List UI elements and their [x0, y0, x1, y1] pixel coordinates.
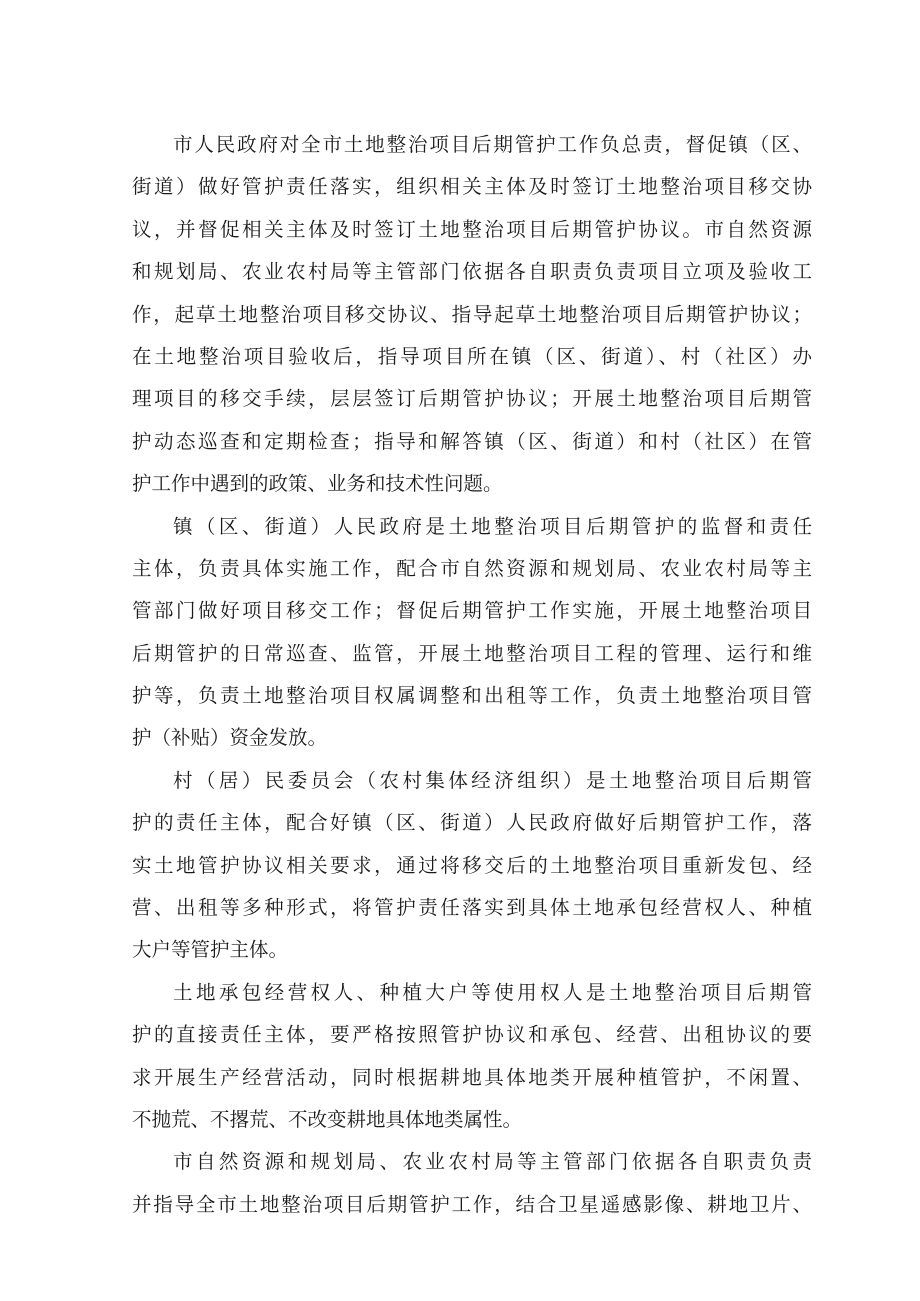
text-line: 后期管护的日常巡查、监管，开展土地整治项目工程的管理、运行和维 — [132, 641, 812, 665]
text-line: 和规划局、农业农村局等主管部门依据各自职责负责项目立项及验收工 — [132, 260, 812, 284]
paragraph — [132, 124, 812, 506]
paragraph — [132, 760, 812, 972]
text-line: 理项目的移交手续，层层签订后期管护协议；开展土地整治项目后期管 — [132, 387, 812, 411]
text-line: 护（补贴）资金发放。 — [132, 726, 328, 750]
text-line: 护的责任主体，配合好镇（区、街道）人民政府做好后期管护工作，落 — [132, 811, 812, 835]
text-line: 议，并督促相关主体及时签订土地整治项目后期管护协议。市自然资源 — [132, 217, 812, 241]
text-line: 护等，负责土地整治项目权属调整和出租等工作，负责土地整治项目管 — [132, 684, 812, 708]
text-line: 并指导全市土地整治项目后期管护工作，结合卫星遥感影像、耕地卫片、 — [132, 1192, 812, 1216]
paragraph — [132, 1141, 812, 1226]
text-line: 街道）做好管护责任落实，组织相关主体及时签订土地整治项目移交协 — [132, 175, 812, 199]
text-line: 在土地整治项目验收后，指导项目所在镇（区、街道）、村（社区）办 — [132, 344, 812, 368]
text-line: 营、出租等多种形式，将管护责任落实到具体土地承包经营权人、种植 — [132, 896, 812, 920]
text-line: 作，起草土地整治项目移交协议、指导起草土地整治项目后期管护协议； — [132, 302, 812, 326]
text-line: 土地承包经营权人、种植大户等使用权人是土地整治项目后期管 — [173, 980, 812, 1004]
text-line: 管部门做好项目移交工作；督促后期管护工作实施，开展土地整治项目 — [132, 599, 812, 623]
text-line: 不抛荒、不撂荒、不改变耕地具体地类属性。 — [132, 1107, 523, 1131]
text-line: 护动态巡查和定期检查；指导和解答镇（区、街道）和村（社区）在管 — [132, 429, 812, 453]
text-line: 镇（区、街道）人民政府是土地整治项目后期管护的监督和责任 — [173, 514, 812, 538]
paragraph — [132, 506, 812, 760]
document-body — [132, 124, 812, 1226]
text-line: 求开展生产经营活动，同时根据耕地具体地类开展种植管护，不闲置、 — [132, 1065, 812, 1089]
text-line: 主体，负责具体实施工作，配合市自然资源和规划局、农业农村局等主 — [132, 556, 812, 580]
text-line: 大户等管护主体。 — [132, 938, 289, 962]
text-line: 市人民政府对全市土地整治项目后期管护工作负总责，督促镇（区、 — [173, 133, 812, 156]
text-line: 护工作中遇到的政策、业务和技术性问题。 — [132, 472, 503, 496]
paragraph — [132, 972, 812, 1142]
text-line: 村（居）民委员会（农村集体经济组织）是土地整治项目后期管 — [173, 768, 812, 792]
text-line: 护的直接责任主体，要严格按照管护协议和承包、经营、出租协议的要 — [132, 1023, 812, 1047]
text-line: 市自然资源和规划局、农业农村局等主管部门依据各自职责负责 — [173, 1150, 812, 1174]
text-line: 实土地管护协议相关要求，通过将移交后的土地整治项目重新发包、经 — [132, 853, 812, 877]
